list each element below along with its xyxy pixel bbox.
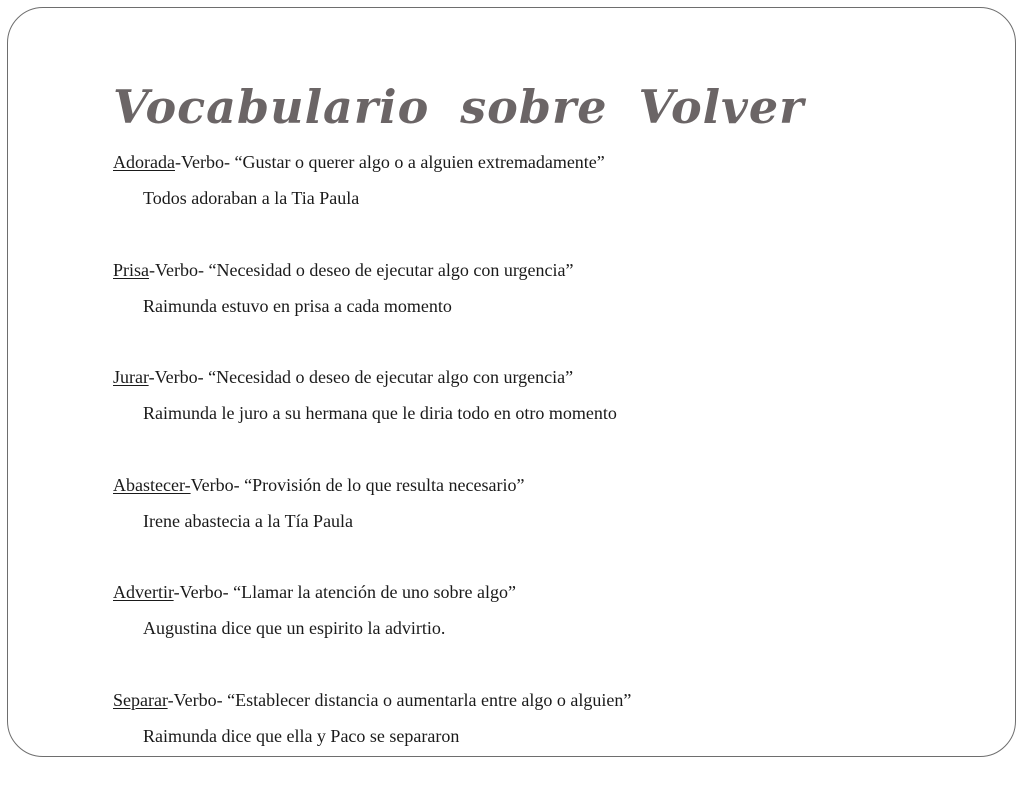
vocab-entry-abastecer [113,467,973,575]
definition-line [113,574,973,610]
vocab-term: Prisa [113,260,149,280]
vocabulary-list [113,144,973,789]
definition-line [113,144,973,180]
vocab-definition: -Verbo- “Llamar la atención de uno sobre algo” [174,582,516,602]
vocab-example: Todos adoraban a la Tia Paula [113,180,973,216]
vocab-example: Augustina dice que un espirito la advirtio. [113,610,973,646]
vocab-entry-advertir [113,574,973,682]
vocab-term: Jurar [113,367,149,387]
vocab-definition: Verbo- “Provisión de lo que resulta necesario” [191,475,525,495]
definition-line [113,252,973,288]
slide-title: Vocabulario sobre Volver [113,80,804,135]
vocab-entry-jurar [113,359,973,467]
vocab-entry-separar [113,682,973,789]
vocab-example: Raimunda le juro a su hermana que le diria todo en otro momento [113,395,973,431]
definition-line [113,359,973,395]
definition-line [113,467,973,503]
vocab-example: Raimunda dice que ella y Paco se separaron [113,718,973,754]
vocab-definition: -Verbo- “Gustar o querer algo o a alguien extremadamente” [175,152,605,172]
vocab-term: Advertir [113,582,174,602]
vocab-term: Separar [113,690,168,710]
vocab-example: Raimunda estuvo en prisa a cada momento [113,288,973,324]
vocab-definition: -Verbo- “Establecer distancia o aumentarla entre algo o alguien” [168,690,632,710]
vocab-example: Irene abastecia a la Tía Paula [113,503,973,539]
vocab-definition: -Verbo- “Necesidad o deseo de ejecutar algo con urgencia” [149,260,573,280]
definition-line [113,682,973,718]
vocab-term: Abastecer- [113,475,191,495]
vocab-term: Adorada [113,152,175,172]
vocab-definition: -Verbo- “Necesidad o deseo de ejecutar algo con urgencia” [149,367,573,387]
vocab-entry-adorada [113,144,973,252]
vocab-entry-prisa [113,252,973,360]
